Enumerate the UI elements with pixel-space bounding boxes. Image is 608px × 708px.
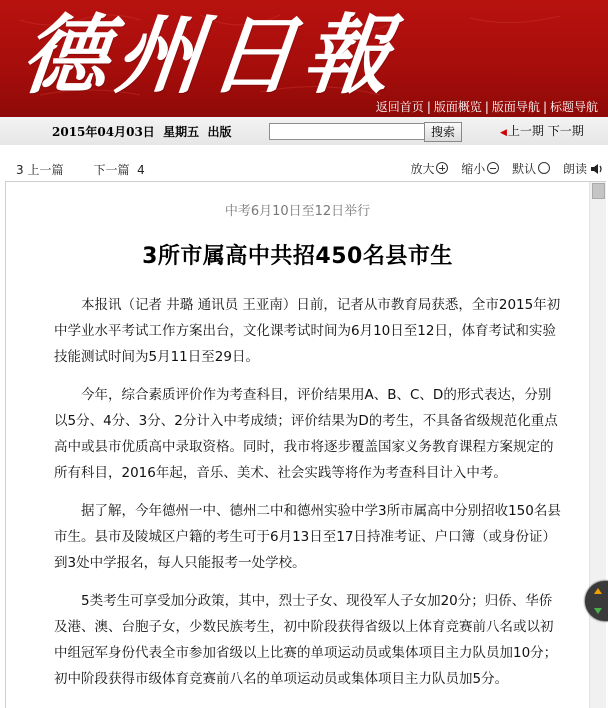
nav-separator: |: [484, 100, 489, 114]
date-bar: [0, 117, 608, 146]
search-button[interactable]: 搜索: [424, 122, 462, 142]
nav-page-navigation-link[interactable]: 版面导航: [491, 100, 540, 114]
up-arrow-icon: [594, 588, 602, 594]
article-paragraph: 5类考生可享受加分政策，其中，烈士子女、现役军人子女加20分；归侨、华侨及港、澳、台胞子女，少数民族考生，初中阶段获得省级以上体育竞赛前八名或以初中组冠军身份代表全市参加省级以上比赛的单项运动员或集体项目主力队员加10分；初中阶段获得市级体育竞赛前八名的单项运动员或集体项目主力队员加5分。: [54, 593, 558, 687]
prev-issue-link[interactable]: 上一期: [507, 124, 544, 138]
nav-home-link[interactable]: 返回首页: [375, 100, 424, 114]
zoom-out-label: 缩小: [461, 162, 486, 176]
issue-date: 2015年04月03日 星期五 出版: [52, 125, 232, 139]
nav-separator: |: [542, 100, 547, 114]
zoom-in-button[interactable]: [410, 160, 448, 177]
plus-circle-icon: [436, 162, 448, 174]
scrollbar-thumb[interactable]: [592, 183, 605, 199]
masthead: [0, 0, 608, 117]
article-paragraph: 据了解，今年德州一中、德州二中和德州实验中学3所市属高中分别招收150名县市生。县市及陵城区户籍的考生可于6月13日至17日持准考证、户口簿（或身份证）到3处中学报名，每人只能报考一处学校。: [54, 503, 561, 571]
article-content: [6, 182, 589, 692]
issue-navigation: [500, 122, 584, 139]
default-size-button[interactable]: [512, 160, 550, 177]
read-aloud-button[interactable]: [563, 160, 604, 177]
nav-separator: |: [426, 100, 431, 114]
prev-article-link[interactable]: 3 上一篇: [16, 163, 64, 177]
newspaper-logo: 德州日報: [16, 5, 404, 106]
default-size-label: 默认: [512, 162, 537, 176]
top-navigation: [376, 98, 598, 115]
article-navigation: [16, 161, 145, 178]
nav-title-navigation-link[interactable]: 标题导航: [549, 100, 598, 114]
article-subtitle: 中考6月10日至12日举行: [224, 204, 371, 219]
zoom-out-button[interactable]: [461, 160, 499, 177]
left-arrow-icon: ◀: [500, 128, 507, 138]
article-frame: [5, 181, 606, 708]
down-arrow-icon: [594, 608, 602, 614]
circle-icon: [538, 162, 550, 174]
next-article-link[interactable]: 下一篇 4: [93, 163, 145, 177]
minus-circle-icon: [487, 162, 499, 174]
article-toolbar: [0, 145, 608, 181]
next-issue-link[interactable]: 下一期: [547, 124, 584, 138]
search-input[interactable]: [269, 123, 425, 140]
read-aloud-label: 朗读: [562, 162, 587, 176]
article-paragraph: 今年，综合素质评价作为考查科目，评价结果用A、B、C、D的形式表达，分别以5分、4分、3分、2分计入中考成绩；评价结果为D的考生，不具备省级规范化重点高中或县市优质高中录取资格。同时，我市将逐步覆盖国家义务教育课程方案规定的所有科目，2016年起，音乐、美术、社会实践等将作为考查科目计入中考。: [54, 387, 558, 481]
zoom-in-label: 放大: [410, 162, 435, 176]
vertical-scrollbar[interactable]: [589, 182, 606, 708]
speaker-icon: [590, 163, 604, 175]
article-headline: 3所市属高中共招450名县市生: [142, 244, 453, 269]
reading-tools: [401, 160, 604, 177]
nav-page-overview-link[interactable]: 版面概览: [433, 100, 482, 114]
article-paragraph: 本报讯（记者 井璐 通讯员 王亚南）日前，记者从市教育局获悉，全市2015年初中学业水平考试工作方案出台，文化课考试时间为6月10日至12日，体育考试和实验技能测试时间为5月11日至29日。: [54, 297, 561, 365]
